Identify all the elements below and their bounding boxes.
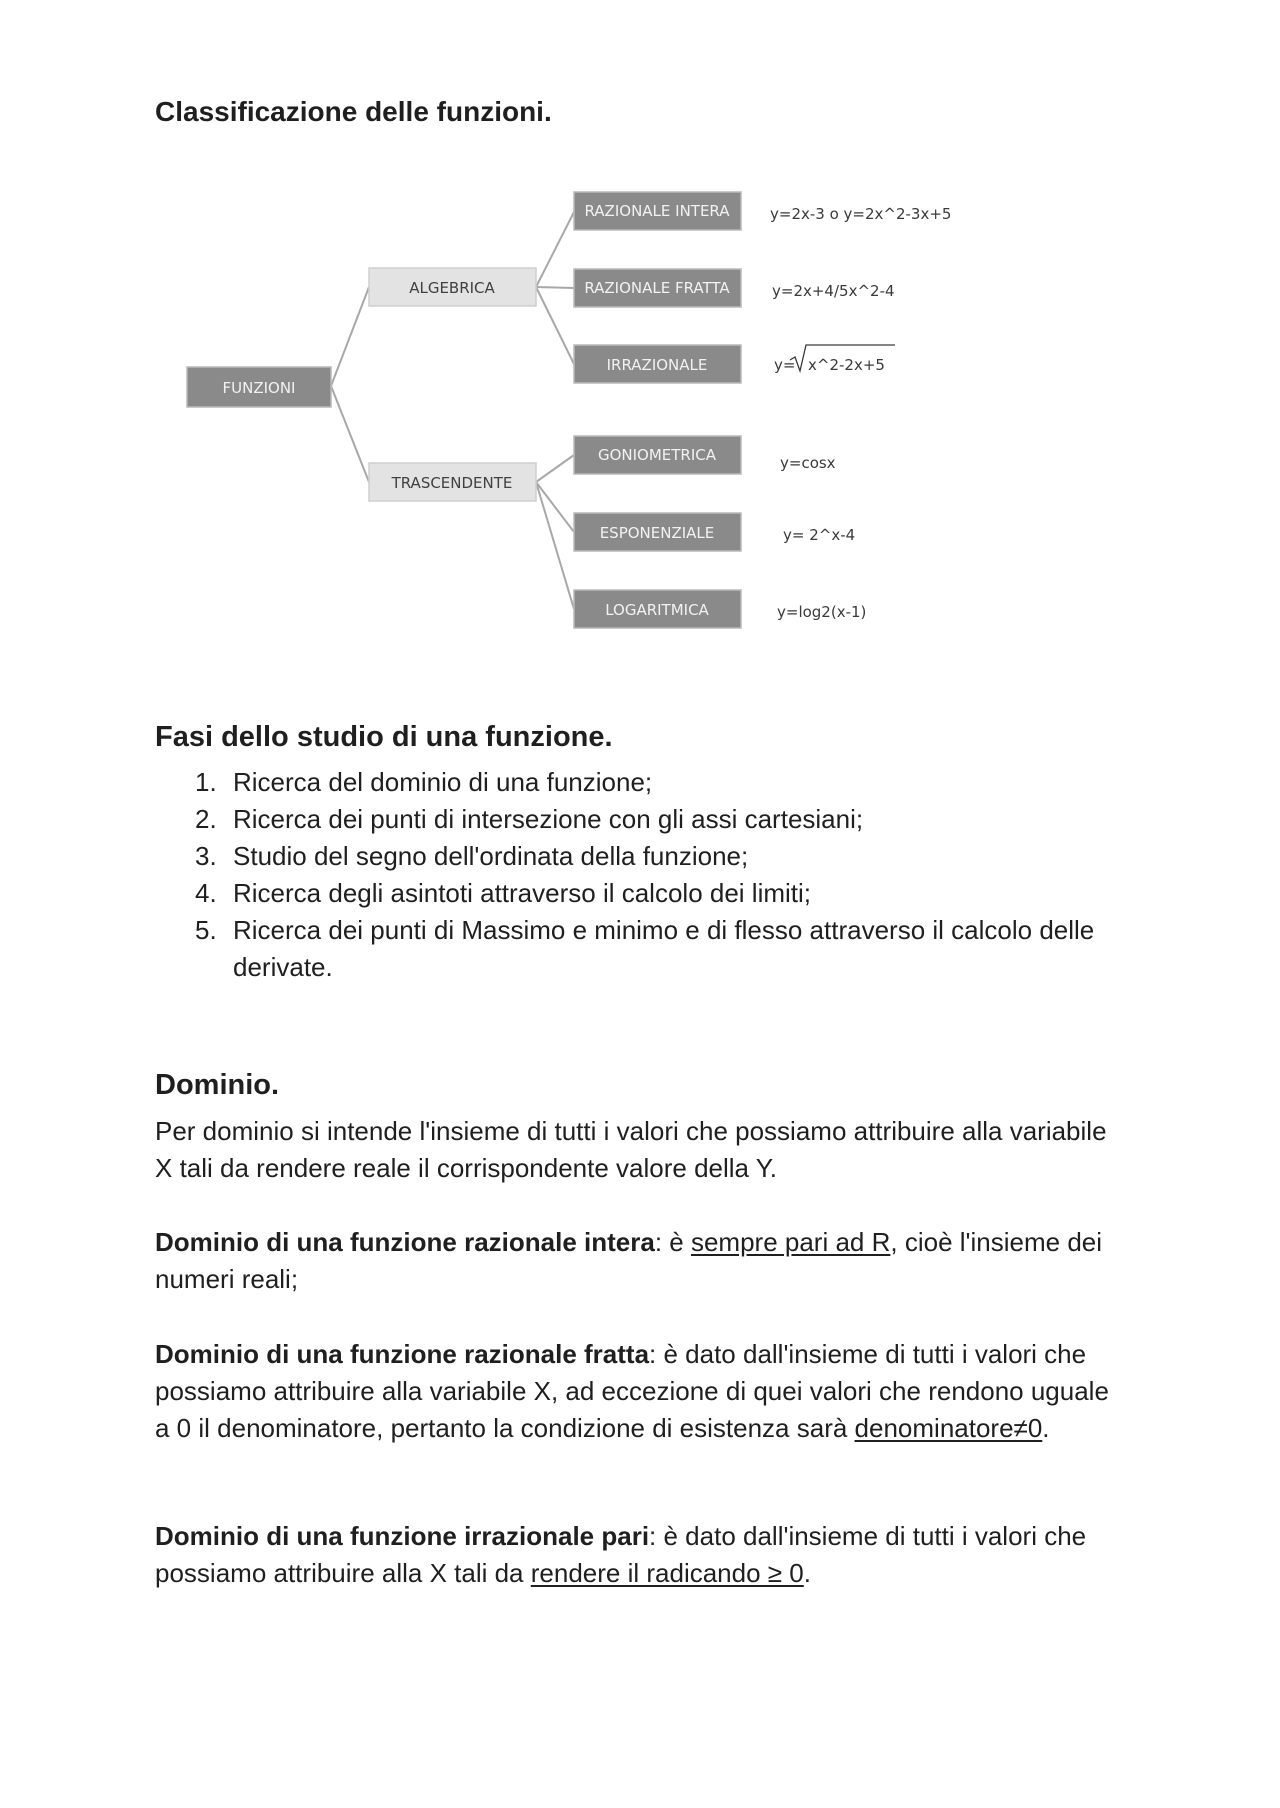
domain-irrazionale-underlined: rendere il radicando ≥ 0 — [530, 1558, 804, 1588]
formula-irrazionale-radicand: x^2-2x+5 — [808, 356, 885, 374]
domain-fratta-before: : è dato dall'insieme di tutti i valori che possiamo attribuire alla variabile X, ad eccezione di quei valori che rendono uguale a 0 il denominatore, pertanto la condizione di esistenza sarà — [155, 1339, 1109, 1443]
domain-intera-before: : è — [654, 1227, 691, 1257]
classification-diagram — [0, 0, 1280, 660]
domain-fratta-term: Dominio di una funzione razionale fratta — [155, 1339, 650, 1369]
formula-esponenziale: y= 2^x-4 — [783, 526, 856, 544]
domain-intera-underlined: sempre pari ad R — [690, 1227, 891, 1257]
list-item-text: Ricerca degli asintoti attraverso il calcolo dei limiti; — [233, 878, 812, 908]
node-irrazionale-label: IRRAZIONALE — [606, 356, 708, 374]
node-goniometrica — [574, 436, 741, 474]
connector-trascendente-goniometrica — [536, 455, 574, 482]
node-irrazionale — [574, 345, 741, 383]
domain-irrazionale-after: . — [803, 1558, 811, 1588]
domain-intera-after: , cioè l'insieme dei numeri reali; — [155, 1227, 1103, 1294]
formula-irrazionale — [774, 345, 895, 374]
node-funzioni-label: FUNZIONI — [222, 379, 296, 397]
domain-title: Dominio. — [155, 1069, 280, 1101]
list-item-number: 5. — [195, 915, 217, 945]
list-item — [155, 801, 1115, 838]
formula-logaritmica: y=log2(x-1) — [777, 603, 867, 621]
domain-intera-term: Dominio di una funzione razionale intera — [155, 1227, 655, 1257]
node-razionale-intera-label: RAZIONALE INTERA — [584, 202, 730, 220]
domain-intro: Per dominio si intende l'insieme di tutti i valori che possiamo attribuire alla variabile X tali da rendere reale il corrispondente valore della Y. — [155, 1116, 1107, 1183]
formula-razionale-intera: y=2x-3 o y=2x^2-3x+5 — [770, 205, 952, 223]
formula-irrazionale-prefix: y= — [774, 356, 796, 374]
list-item-number: 1. — [195, 767, 217, 797]
connector-root-algebrica — [331, 287, 369, 386]
node-trascendente-label: TRASCENDENTE — [391, 474, 513, 492]
connector-algebrica-intera — [536, 212, 574, 287]
node-razionale-fratta — [574, 269, 741, 307]
list-item-text: Ricerca del dominio di una funzione; — [233, 767, 653, 797]
domain-intera-paragraph — [155, 1224, 1115, 1298]
connector-trascendente-esponenziale — [536, 482, 574, 532]
domain-irrazionale-term: Dominio di una funzione irrazionale pari — [155, 1521, 650, 1551]
list-item — [155, 875, 1115, 912]
list-item-text: Ricerca dei punti di intersezione con gli assi cartesiani; — [233, 804, 864, 834]
phases-list — [155, 764, 1115, 986]
domain-fratta-after: . — [1042, 1413, 1050, 1443]
connector-algebrica-fratta — [536, 287, 574, 288]
formula-goniometrica: y=cosx — [780, 454, 836, 472]
list-item-text: Studio del segno dell'ordinata della funzione; — [233, 841, 749, 871]
list-item — [155, 912, 1115, 986]
list-item — [155, 764, 1115, 801]
connector-root-trascendente — [331, 386, 369, 482]
domain-irrazionale-paragraph — [155, 1518, 1115, 1592]
node-goniometrica-label: GONIOMETRICA — [597, 446, 717, 464]
list-item-number: 4. — [195, 878, 217, 908]
node-razionale-fratta-label: RAZIONALE FRATTA — [584, 279, 730, 297]
formula-razionale-fratta: y=2x+4/5x^2-4 — [772, 282, 895, 300]
domain-fratta-underlined: denominatore≠0 — [854, 1413, 1043, 1443]
list-item-number: 3. — [195, 841, 217, 871]
list-item-number: 2. — [195, 804, 217, 834]
domain-irrazionale-before: : è dato dall'insieme di tutti i valori che possiamo attribuire alla X tali da — [155, 1521, 1087, 1588]
node-funzioni — [187, 367, 331, 407]
list-item-text: Ricerca dei punti di Massimo e minimo e di flesso attraverso il calcolo delle derivate. — [233, 915, 1095, 982]
node-algebrica — [369, 268, 536, 306]
node-trascendente — [369, 463, 536, 501]
node-logaritmica — [574, 590, 741, 628]
node-logaritmica-label: LOGARITMICA — [605, 601, 709, 619]
node-algebrica-label: ALGEBRICA — [409, 279, 495, 297]
phases-title: Fasi dello studio di una funzione. — [155, 721, 613, 753]
classification-title: Classificazione delle funzioni. — [155, 96, 552, 127]
connector-trascendente-logaritmica — [536, 482, 574, 609]
node-esponenziale-label: ESPONENZIALE — [599, 524, 715, 542]
list-item — [155, 838, 1115, 875]
domain-fratta-paragraph — [155, 1336, 1115, 1447]
node-esponenziale — [574, 513, 741, 551]
node-razionale-intera — [574, 192, 741, 230]
connector-algebrica-irrazionale — [536, 287, 574, 364]
